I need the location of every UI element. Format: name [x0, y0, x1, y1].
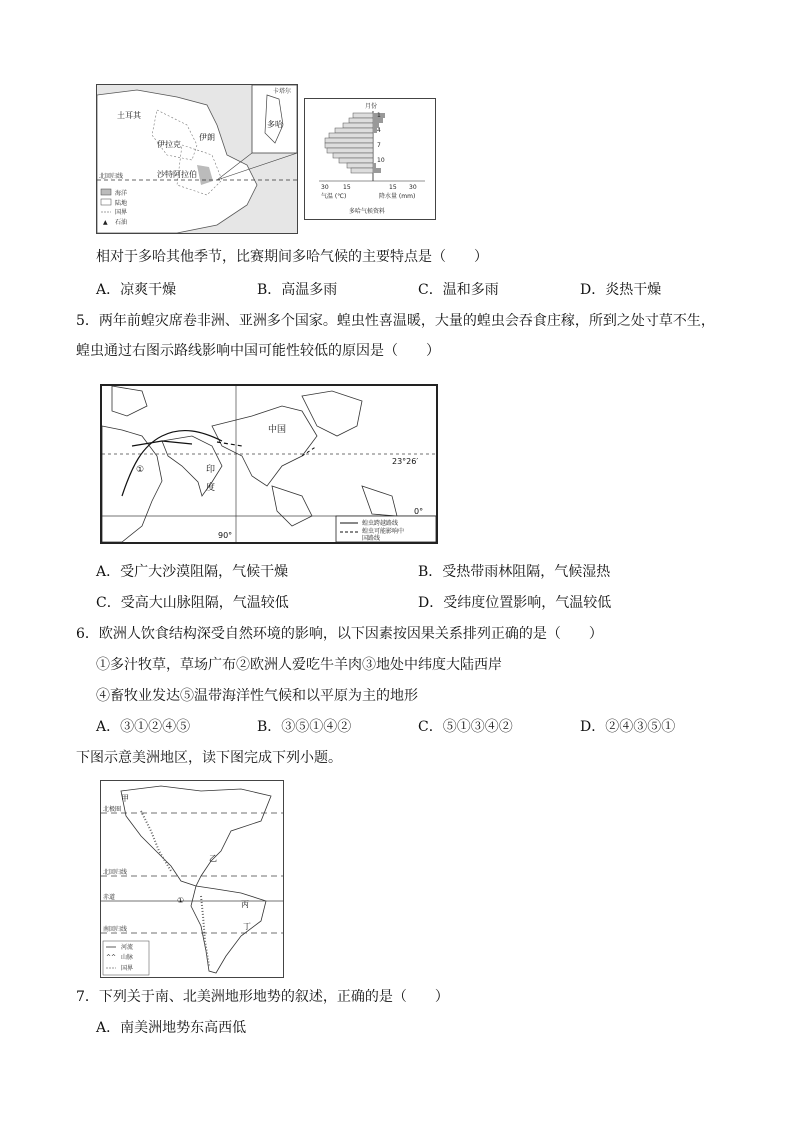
q4-question: 相对于多哈其他季节，比赛期间多哈气候的主要特点是（ ） [96, 249, 488, 265]
svg-text:山脉: 山脉 [121, 954, 134, 961]
map-label-india-2: 度 [206, 483, 216, 493]
map-label-india-1: 印 [206, 465, 216, 475]
svg-text:^^: ^^ [106, 954, 117, 961]
map-label-qatar: 卡塔尔 [273, 88, 292, 95]
svg-text:海洋: 海洋 [115, 190, 128, 197]
map-label-equator: 0° [414, 507, 424, 516]
q5-option-c: C．受高大山脉阻隔，气温较低 [96, 595, 289, 611]
svg-text:陆地: 陆地 [115, 200, 128, 207]
q6-stem: 6．欧洲人饮食结构深受自然环境的影响，以下因素按因果关系排列正确的是（ ） [76, 626, 603, 642]
svg-text:15: 15 [389, 184, 397, 191]
svg-text:国界: 国界 [115, 209, 128, 216]
q7-stem: 7．下列关于南、北美洲地形地势的叙述，正确的是（ ） [76, 989, 449, 1005]
q4-option-a: A．凉爽干燥 [96, 282, 177, 298]
map-label-ding: 丁 [243, 922, 251, 931]
svg-text:30: 30 [321, 184, 329, 191]
q6-option-c: C．⑤①③④② [418, 719, 513, 735]
locust-route-map [100, 384, 438, 544]
q4-option-c: C．温和多雨 [418, 282, 499, 298]
q5-option-a: A．受广大沙漠阻隔，气候干燥 [96, 564, 289, 580]
svg-text:15: 15 [343, 184, 351, 191]
q5-stem-line2: 蝗虫通过右图示路线影响中国可能性较低的原因是（ ） [76, 343, 440, 359]
svg-text:月份: 月份 [365, 103, 378, 110]
q4-option-b: B．高温多雨 [257, 282, 338, 298]
svg-text:国界: 国界 [121, 965, 134, 972]
map-label-tropic-lat: 23°26′ [392, 457, 419, 466]
q6-items-2: ④畜牧业发达⑤温带海洋性气候和以平原为主的地形 [96, 688, 418, 704]
svg-text:蝗虫跨越路线: 蝗虫跨越路线 [362, 520, 399, 527]
svg-text:气温 (℃): 气温 (℃) [321, 193, 347, 200]
map-label-bing: 丙 [241, 900, 249, 909]
svg-text:蝗虫可能影响中: 蝗虫可能影响中 [362, 528, 405, 535]
middle-east-map [96, 84, 298, 234]
map-label-90e: 90° [218, 531, 233, 540]
svg-text:国路线: 国路线 [362, 535, 381, 542]
map-label-jia: 甲 [121, 794, 129, 803]
map-label-doha: 多哈 [267, 120, 283, 129]
map-label-equator: 赤道 [103, 894, 116, 901]
q6-option-d: D．②④③⑤① [580, 719, 676, 735]
svg-text:多哈气候资料: 多哈气候资料 [349, 208, 386, 215]
q7-option-a: A．南美洲地势东高西低 [96, 1020, 247, 1036]
map-label-tropic: 北回归线 [99, 173, 124, 180]
q4-option-d: D．炎热干燥 [580, 282, 662, 298]
intro-text: 下图示意美洲地区，读下图完成下列小题。 [76, 750, 342, 766]
map-label-saudi: 沙特阿拉伯 [157, 170, 197, 179]
svg-text:▲: ▲ [103, 219, 108, 226]
q5-option-d: D．受纬度位置影响，气温较低 [418, 595, 612, 611]
svg-text:1: 1 [377, 112, 381, 119]
q6-items-1: ①多汁牧草，草场广布②欧洲人爱吃牛羊肉③地处中纬度大陆西岸 [96, 657, 502, 673]
q6-option-b: B．③⑤①④② [257, 719, 352, 735]
map-label-circle1: ① [136, 465, 145, 475]
q5-option-b: B．受热带雨林阻隔，气候湿热 [418, 564, 611, 580]
svg-text:30: 30 [409, 184, 417, 191]
map-label-arctic: 北极圈 [103, 806, 122, 813]
map-label-tropic-s: 南回归线 [103, 926, 128, 933]
svg-text:降水量 (mm): 降水量 (mm) [379, 193, 416, 200]
map-label-yi: 乙 [209, 854, 217, 863]
q5-stem-line1: 5．两年前蝗灾席卷非洲、亚洲多个国家。蝗虫性喜温暖，大量的蝗虫会吞食庄稼，所到之处寸草不生， [76, 313, 715, 329]
map-label-china: 中国 [268, 425, 287, 435]
map-label-turkey: 土耳其 [117, 111, 141, 120]
svg-text:4: 4 [377, 127, 381, 134]
map-label-circle1: ① [177, 896, 185, 905]
svg-text:7: 7 [377, 142, 381, 149]
map-label-tropic-n: 北回归线 [103, 869, 128, 876]
americas-map [100, 780, 284, 978]
map-label-iraq: 伊拉克 [157, 140, 181, 149]
q6-option-a: A．③①②④⑤ [96, 719, 191, 735]
map-label-iran: 伊朗 [199, 133, 215, 142]
doha-climate-chart [304, 98, 436, 220]
svg-text:河流: 河流 [121, 944, 134, 951]
svg-text:10: 10 [377, 157, 385, 164]
svg-text:石油: 石油 [115, 219, 128, 226]
